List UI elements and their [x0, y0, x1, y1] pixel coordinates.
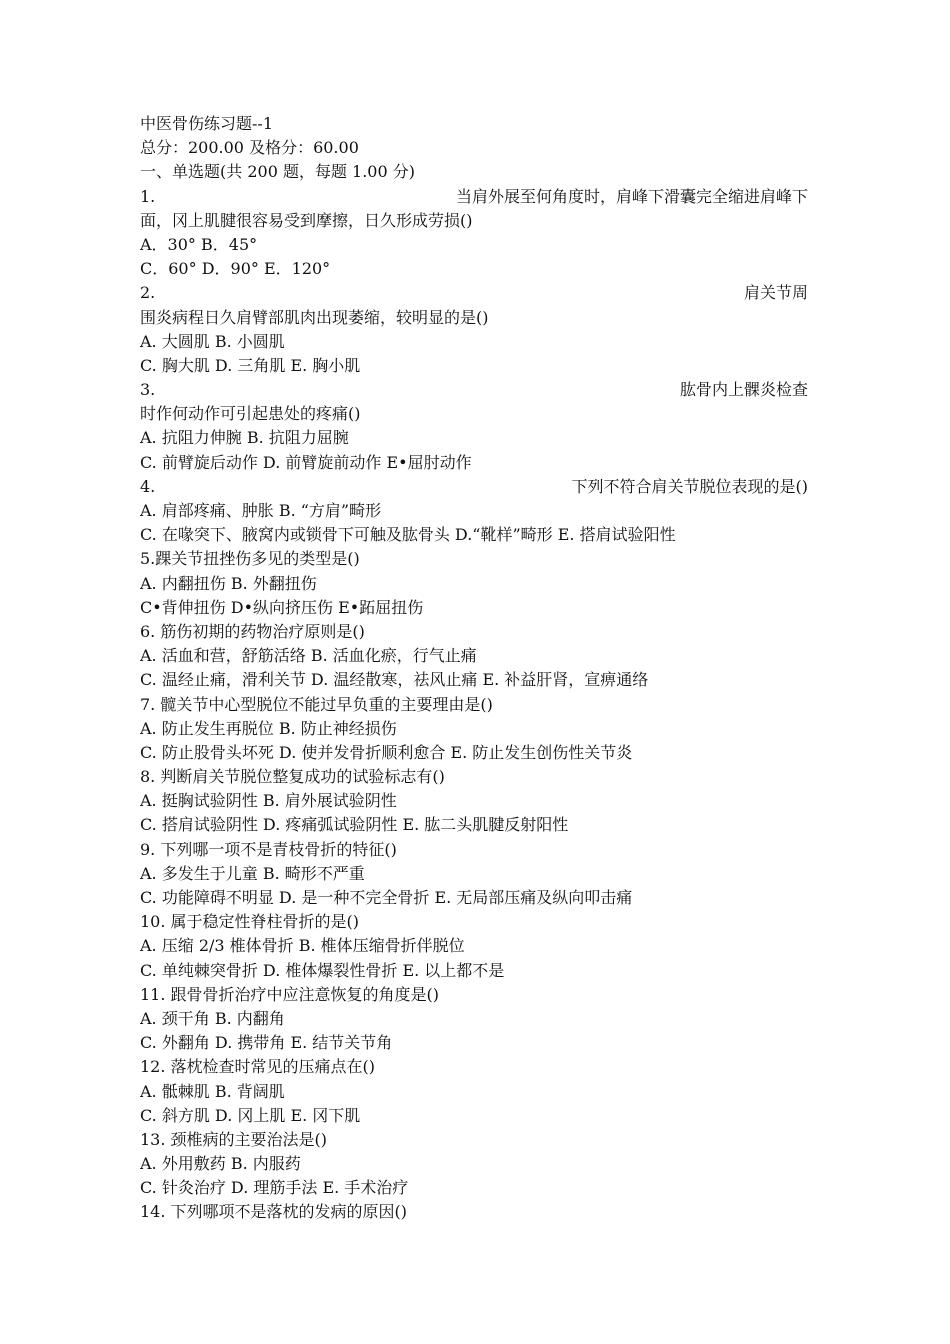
question-8-options-2: C. 搭肩试验阴性 D. 疼痛弧试验阴性 E. 肱二头肌腱反射阳性	[140, 815, 569, 835]
question-number: 3.	[140, 380, 156, 400]
question-6-stem: 6. 筋伤初期的药物治疗原则是()	[140, 621, 365, 641]
document-page	[140, 112, 808, 1225]
question-3-options-1: A. 抗阻力伸腕 B. 抗阻力屈腕	[140, 428, 349, 448]
question-1-options-2: C．60° D．90° E．120°	[140, 259, 331, 279]
question-5-options-1: A. 内翻扭伤 B. 外翻扭伤	[140, 573, 317, 593]
question-text: 肩关节周	[743, 283, 808, 303]
question-12-options-2: C. 斜方肌 D. 冈上肌 E. 冈下肌	[140, 1105, 361, 1125]
question-4-options-1: A. 肩部疼痛、肿胀 B. “方肩”畸形	[140, 501, 382, 520]
question-13-stem: 13. 颈椎病的主要治法是()	[140, 1129, 328, 1149]
question-4-stem	[140, 475, 808, 499]
question-3-stem	[140, 378, 808, 402]
question-11-stem: 11. 跟骨骨折治疗中应注意恢复的角度是()	[140, 984, 440, 1004]
question-3-stem-cont: 时作何动作可引起患处的疼痛()	[140, 404, 361, 424]
question-4-options-2: C. 在喙突下、腋窝内或锁骨下可触及肱骨头 D.“靴样”畸形 E. 搭肩试验阳性	[140, 525, 676, 545]
question-9-options-1: A. 多发生于儿童 B. 畸形不严重	[140, 863, 365, 883]
question-14-stem: 14. 下列哪项不是落枕的发病的原因()	[140, 1202, 408, 1222]
question-10-stem: 10. 属于稳定性脊柱骨折的是()	[140, 912, 360, 932]
question-6-options-2: C. 温经止痛，滑利关节 D. 温经散寒，祛风止痛 E. 补益肝肾，宣痹通络	[140, 670, 649, 690]
question-10-options-2: C. 单纯棘突骨折 D. 椎体爆裂性骨折 E. 以上都不是	[140, 960, 505, 980]
question-text: 当肩外展至何角度时，肩峰下滑囊完全缩进肩峰下	[455, 186, 808, 206]
question-text: 下列不符合肩关节脱位表现的是()	[571, 476, 808, 496]
question-11-options-1: A. 颈干角 B. 内翻角	[140, 1008, 285, 1028]
question-6-options-1: A. 活血和营，舒筋活络 B. 活血化瘀，行气止痛	[140, 646, 477, 666]
question-2-stem	[140, 281, 808, 305]
question-10-options-1: A. 压缩 2/3 椎体骨折 B. 椎体压缩骨折伴脱位	[140, 936, 465, 956]
question-2-options-2: C. 胸大肌 D. 三角肌 E. 胸小肌	[140, 355, 361, 375]
question-5-options-2: C•背伸扭伤 D•纵向挤压伤 E•跖屈扭伤	[140, 597, 424, 617]
question-5-stem: 5.踝关节扭挫伤多见的类型是()	[140, 549, 360, 569]
question-3-options-2: C. 前臂旋后动作 D. 前臂旋前动作 E•屈肘动作	[140, 452, 472, 472]
question-number: 4.	[140, 476, 156, 496]
question-13-options-1: A. 外用敷药 B. 内服药	[140, 1154, 301, 1174]
question-2-stem-cont: 围炎病程日久肩臂部肌肉出现萎缩，较明显的是()	[140, 307, 489, 327]
question-7-options-1: A. 防止发生再脱位 B. 防止神经损伤	[140, 718, 397, 738]
score-info: 总分：200.00 及格分：60.00	[140, 138, 359, 158]
question-number: 1.	[140, 186, 156, 206]
question-text: 肱骨内上髁炎检查	[679, 380, 808, 400]
section-heading: 一、单选题(共 200 题，每题 1.00 分)	[140, 162, 415, 182]
document-title: 中医骨伤练习题--1	[140, 114, 273, 133]
question-11-options-2: C. 外翻角 D. 携带角 E. 结节关节角	[140, 1033, 393, 1053]
question-8-stem: 8. 判断肩关节脱位整复成功的试验标志有()	[140, 767, 445, 787]
question-7-stem: 7. 髋关节中心型脱位不能过早负重的主要理由是()	[140, 694, 493, 714]
question-9-options-2: C. 功能障碍不明显 D. 是一种不完全骨折 E. 无局部压痛及纵向叩击痛	[140, 888, 633, 907]
question-1-stem	[140, 185, 808, 209]
question-12-stem: 12. 落枕检查时常见的压痛点在()	[140, 1057, 376, 1077]
question-1-stem-cont: 面，冈上肌腱很容易受到摩擦，日久形成劳损()	[140, 210, 473, 230]
question-12-options-1: A. 骶棘肌 B. 背阔肌	[140, 1081, 285, 1101]
question-7-options-2: C. 防止股骨头坏死 D. 使并发骨折顺利愈合 E. 防止发生创伤性关节炎	[140, 742, 633, 762]
question-2-options-1: A. 大圆肌 B. 小圆肌	[140, 331, 285, 351]
question-8-options-1: A. 挺胸试验阴性 B. 肩外展试验阴性	[140, 791, 397, 811]
question-9-stem: 9. 下列哪一项不是青枝骨折的特征()	[140, 839, 397, 859]
question-number: 2.	[140, 283, 156, 303]
question-1-options-1: A．30° B．45°	[140, 234, 258, 254]
question-13-options-2: C. 针灸治疗 D. 理筋手法 E. 手术治疗	[140, 1178, 409, 1198]
